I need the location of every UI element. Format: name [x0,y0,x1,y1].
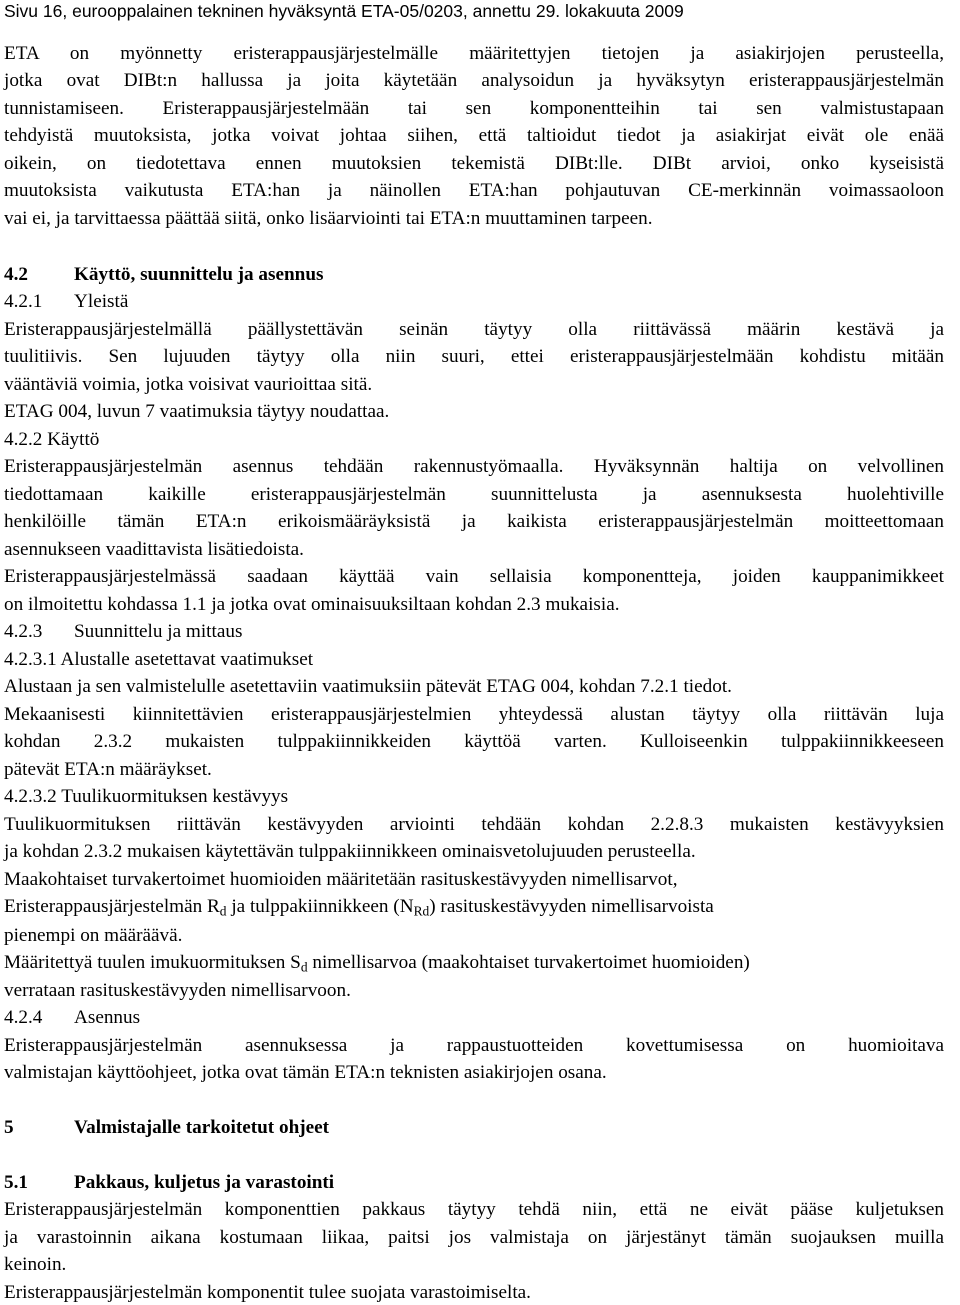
text-line-with-subscripts: Eristerappausjärjestelmän $R_d$ ja tulppakiinnikkeen $(N_{Rd})$ rasituskestävyyden nimellisarvoista [4,896,714,919]
section-heading-5 [4,1116,329,1140]
section-title: Yleistä [74,291,129,312]
text-line: tehdyistä muutoksista, jotka voivat johtaa siihen, että taltioidut tiedot ja asiakirjat eivät ole enää [4,125,944,146]
text-line: vääntäviä voimia, jotka voisivat vaurioittaa sitä. [4,374,373,395]
text-line: asennukseen vaadittavista lisätiedoista. [4,539,304,560]
section-title: Käyttö, suunnittelu ja asennus [74,264,324,285]
text-line: keinoin. [4,1254,67,1275]
text-line: henkilöille tämän ETA:n erikoismääräyksistä ja kaikista eristerappausjärjestelmän moitteettomaan [4,511,944,532]
text-line-with-subscripts: Määritettyä tuulen imukuormituksen $S_d$ nimellisarvoa (maakohtaiset turvakertoimet huomioiden) [4,952,750,975]
section-heading-4-2-3-2: 4.2.3.2 Tuulikuormituksen kestävyys [4,786,289,807]
section-title: Suunnittelu ja mittaus [74,621,243,642]
page-header: Sivu 16, eurooppalainen tekninen hyväksyntä ETA-05/0203, annettu 29. lokakuuta 2009 [4,1,684,21]
text-line: tunnistamiseen. Eristerappausjärjestelmään tai sen komponentteihin tai sen valmistustapaan [4,98,944,119]
text-line: verrataan rasituskestävyyden nimellisarvoon. [4,980,351,1001]
text-line: valmistajan käyttöohjeet, jotka ovat tämän ETA:n teknisten asiakirjojen osana. [4,1062,607,1083]
text-line: muutoksista vaikutusta ETA:han ja näinollen ETA:han pohjautuvan CE-merkinnän voimassaoloon [4,180,944,201]
section-title: Valmistajalle tarkoitetut ohjeet [74,1117,330,1138]
section-heading-4-2-3 [4,620,242,644]
text-line: ETA on myönnetty eristerappausjärjestelmälle määritettyjen tietojen ja asiakirjojen perusteella, [4,43,944,64]
section-heading-4-2-4 [4,1006,140,1030]
section-heading-4-2-3-1: 4.2.3.1 Alustalle asetettavat vaatimukset [4,649,314,670]
section-number: 5.1 [4,1172,28,1193]
text-line: Maakohtaiset turvakertoimet huomioiden määritetään rasituskestävyyden nimellisarvot, [4,869,678,890]
text-line: tuulitiivis. Sen lujuuden täytyy olla niin suuri, ettei eristerappausjärjestelmään kohdistu mitään [4,346,944,367]
text-line: kohdan 2.3.2 mukaisten tulppakiinnikkeiden käyttöä varten. Kulloiseenkin tulppakiinnikkeeseen [4,731,944,752]
section-number: 4.2.4 [4,1007,43,1028]
text-line: Eristerappausjärjestelmän komponenttien pakkaus täytyy tehdä niin, että ne eivät pääse kuljetuksen [4,1199,944,1220]
text-line: Eristerappausjärjestelmässä saadaan käyttää vain sellaisia komponentteja, joiden kauppanimikkeet [4,566,944,587]
text-line: on ilmoitettu kohdassa 1.1 ja jotka ovat ominaisuuksiltaan kohdan 2.3 mukaisia. [4,594,620,615]
text-line: vai ei, ja tarvittaessa päättää siitä, onko lisäarviointi tai ETA:n muuttaminen tarpeen. [4,208,653,229]
text-line: ETAG 004, luvun 7 vaatimuksia täytyy noudattaa. [4,401,390,422]
section-number: 4.2.3 [4,621,43,642]
section-heading-5-1 [4,1171,334,1195]
section-title: Asennus [74,1007,141,1028]
text-line: ja varastoinnin aikana kostumaan liikaa, paitsi jos valmistaja on järjestänyt tämän suojauksen muilla [4,1227,944,1248]
text-line: Tuulikuormituksen riittävän kestävyyden arviointi tehdään kohdan 2.2.8.3 mukaisten kestävyyksien [4,814,944,835]
section-title: Pakkaus, kuljetus ja varastointi [74,1172,335,1193]
section-heading-4-2 [4,263,324,287]
text-line: tiedottamaan kaikille eristerappausjärjestelmän suunnittelusta ja asennuksesta huolehtiville [4,484,944,505]
text-line: jotka ovat DIBt:n hallussa ja joita käytetään analysoidun ja hyväksytyn eristerappausjärjestelmän [4,70,944,91]
text-line: Alustaan ja sen valmistelulle asetettaviin vaatimuksiin pätevät ETAG 004, kohdan 7.2.1 tiedot. [4,676,732,697]
section-number: 5 [4,1117,14,1138]
text-line: Eristerappausjärjestelmän asennuksessa ja rappaustuotteiden kovettumisessa on huomioitava [4,1035,944,1056]
text-line: pätevät ETA:n määräykset. [4,759,212,780]
section-heading-4-2-1 [4,290,128,314]
text-line: Eristerappausjärjestelmän asennus tehdään rakennustyömaalla. Hyväksynnän haltija on velvollinen [4,456,944,477]
section-number: 4.2.1 [4,291,43,312]
text-line: Mekaanisesti kiinnitettävien eristerappausjärjestelmien yhteydessä alustan täytyy olla riittävän luja [4,704,944,725]
text-line: oikein, on tiedotettava ennen muutoksien tekemistä DIBt:lle. DIBt arvioi, onko kyseisistä [4,153,944,174]
text-line: Eristerappausjärjestelmän komponentit tulee suojata varastoimiselta. [4,1282,531,1303]
section-number: 4.2 [4,264,28,285]
text-line: ja kohdan 2.3.2 mukaisen käytettävän tulppakiinnikkeen ominaisvetolujuuden perusteella. [4,841,696,862]
section-heading-4-2-2: 4.2.2 Käyttö [4,429,100,450]
text-line: Eristerappausjärjestelmällä päällystettävän seinän täytyy olla riittävässä määrin kestävä ja [4,319,944,340]
text-line: pienempi on määräävä. [4,925,183,946]
